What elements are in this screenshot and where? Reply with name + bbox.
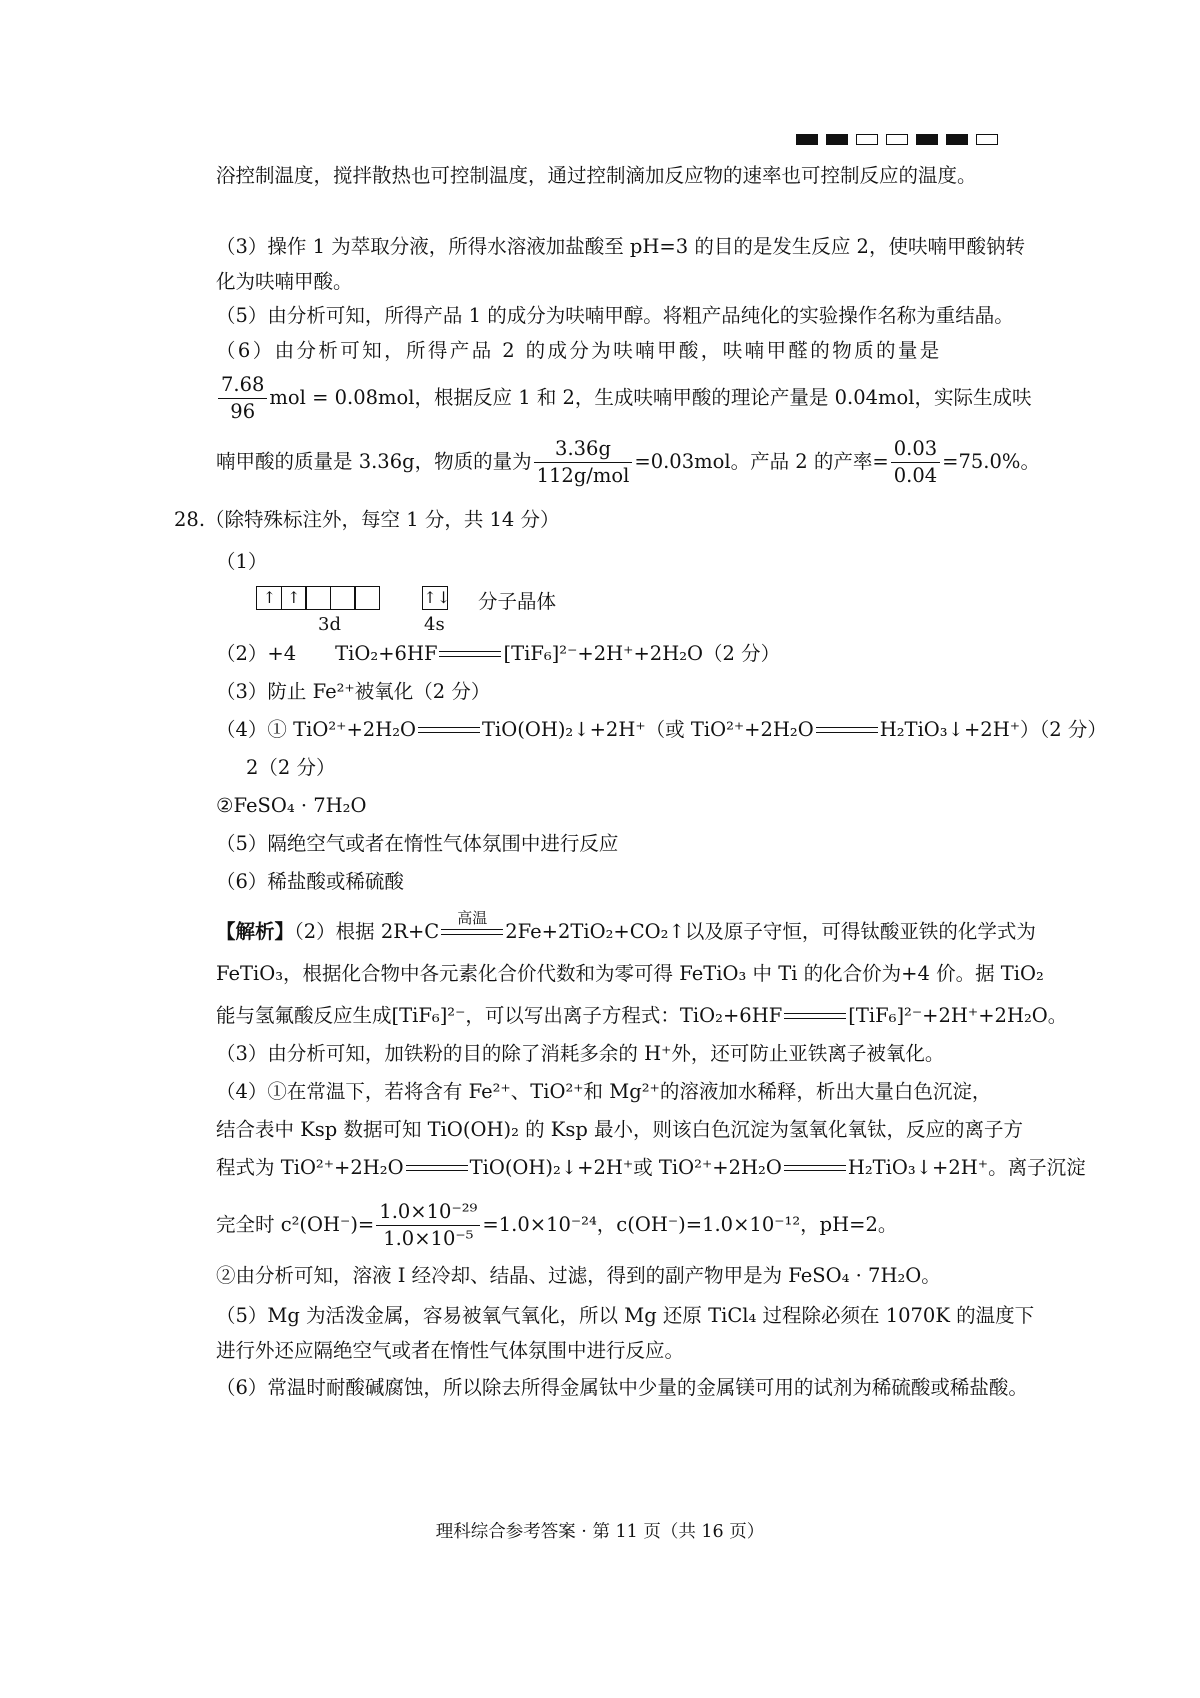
equilibrium-sign bbox=[439, 651, 501, 659]
analysis-line-1: 【解析】（2）根据 2R+C 高温 2Fe+2TiO₂+CO₂↑以及原子守恒，可得钛酸亚铁的化学式为 bbox=[216, 908, 1036, 943]
orbital-box: ↑↓ bbox=[422, 586, 448, 610]
paragraph-q3: （3）操作 1 为萃取分液，所得水溶液加盐酸至 pH=3 的目的是发生反应 2，使呋喃甲酸钠转化为呋喃甲酸。 bbox=[216, 235, 1025, 293]
mark-filled bbox=[796, 134, 818, 145]
mark-empty bbox=[976, 134, 998, 145]
answer-2: （2）+4 TiO₂+6HF [TiF₆]²⁻+2H⁺+2H₂O（2 分） bbox=[216, 642, 781, 665]
orbital-label-4s: 4s bbox=[424, 614, 445, 635]
equilibrium-sign bbox=[784, 1165, 846, 1173]
analysis-line-2: FeTiO₃，根据化合物中各元素化合价代数和为零可得 FeTiO₃ 中 Ti 的化合价为+4 价。据 TiO₂ bbox=[216, 962, 1044, 985]
analysis-q5: （5）Mg 为活泼金属，容易被氧气氧化，所以 Mg 还原 TiCl₄ 过程除必须在 1070K 的温度下进行外还应隔绝空气或者在惰性气体氛围中进行反应。 bbox=[216, 1304, 1035, 1362]
orbital-box bbox=[330, 586, 356, 610]
answer-4-ph: 2（2 分） bbox=[246, 756, 336, 779]
equilibrium-sign: 高温 bbox=[441, 929, 503, 937]
equilibrium-sign bbox=[406, 1165, 468, 1173]
analysis-q4-b: 结合表中 Ksp 数据可知 TiO(OH)₂ 的 Ksp 最小，则该白色沉淀为氢氧化氧钛，反应的离子方 bbox=[216, 1118, 1024, 1141]
paragraph-temperature: 浴控制温度，搅拌散热也可控制温度，通过控制滴加反应物的速率也可控制反应的温度。 bbox=[216, 164, 977, 187]
equilibrium-sign bbox=[784, 1013, 846, 1021]
mark-empty bbox=[856, 134, 878, 145]
paragraph-q5: （5）由分析可知，所得产品 1 的成分为呋喃甲醇。将粗产品纯化的实验操作名称为重结晶。 bbox=[216, 304, 1014, 327]
analysis-q3: （3）由分析可知，加铁粉的目的除了消耗多余的 H⁺外，还可防止亚铁离子被氧化。 bbox=[216, 1042, 945, 1065]
orbital-box bbox=[354, 586, 380, 610]
answer-6: （6）稀盐酸或稀硫酸 bbox=[216, 870, 404, 893]
mark-filled bbox=[916, 134, 938, 145]
orbital-3d-boxes bbox=[258, 586, 380, 610]
fraction: $\frac{7.68}{96}$ bbox=[218, 373, 267, 424]
analysis-q4-d: 完全时 c²(OH⁻)= $\frac{\text{1.0×10⁻²⁹}}{\text{1.0×10⁻⁵}}$ =1.0×10⁻²⁴，c(OH⁻)=1.0×10⁻¹²，pH=2。 bbox=[216, 1200, 898, 1250]
equilibrium-sign bbox=[816, 727, 878, 735]
page-footer: 理科综合参考答案 · 第 11 页（共 16 页） bbox=[435, 1522, 765, 1542]
answer-4-byproduct: ②FeSO₄ · 7H₂O bbox=[216, 794, 367, 817]
header-marks bbox=[796, 134, 998, 145]
answer-3: （3）防止 Fe²⁺被氧化（2 分） bbox=[216, 680, 491, 703]
analysis-q6: （6）常温时耐酸碱腐蚀，所以除去所得金属钛中少量的金属镁可用的试剂为稀硫酸或稀盐酸。 bbox=[216, 1376, 1028, 1399]
analysis-line-3: 能与氢氟酸反应生成[TiF₆]²⁻，可以写出离子方程式：TiO₂+6HF [TiF₆]²⁻+2H⁺+2H₂O。 bbox=[216, 1004, 1068, 1027]
question-28-header: 28.（除特殊标注外，每空 1 分，共 14 分） bbox=[174, 508, 560, 531]
fraction: $\frac{\text{1.0×10⁻²⁹}}{\text{1.0×10⁻⁵}}$ bbox=[376, 1200, 480, 1251]
equilibrium-sign bbox=[418, 727, 480, 735]
analysis-q4-c: 程式为 TiO²⁺+2H₂O TiO(OH)₂↓+2H⁺或 TiO²⁺+2H₂O H₂TiO₃↓+2H⁺。离子沉淀 bbox=[216, 1156, 1086, 1179]
mark-filled bbox=[826, 134, 848, 145]
line-moles: $\frac{7.68}{96}$ mol = 0.08mol，根据反应 1 和 2，生成呋喃甲酸的理论产量是 0.04mol，实际生成呋 bbox=[216, 373, 1032, 424]
answer-1-prefix: （1） bbox=[216, 550, 268, 573]
answer-4: （4）① TiO²⁺+2H₂O TiO(OH)₂↓+2H⁺（或 TiO²⁺+2H₂O H₂TiO₃↓+2H⁺）（2 分） bbox=[216, 718, 1107, 741]
analysis-q4-e: ②由分析可知，溶液 I 经冷却、结晶、过滤，得到的副产物甲是为 FeSO₄ · 7H₂O。 bbox=[216, 1264, 941, 1287]
mark-empty bbox=[886, 134, 908, 145]
fraction: $\frac{3.36g}{\text{112g/mol}}$ bbox=[534, 437, 633, 488]
analysis-label: 【解析】 bbox=[216, 920, 295, 943]
orbital-box: ↑ bbox=[281, 586, 307, 610]
paragraph-q6: （6）由分析可知，所得产品 2 的成分为呋喃甲酸，呋喃甲醛的物质的量是 bbox=[216, 339, 942, 362]
analysis-q4-a: （4）①在常温下，若将含有 Fe²⁺、TiO²⁺和 Mg²⁺的溶液加水稀释，析出大量白色沉淀， bbox=[216, 1080, 992, 1103]
orbital-4s-box bbox=[423, 586, 451, 610]
orbital-box: ↑ bbox=[256, 586, 282, 610]
fraction: $\frac{0.03}{0.04}$ bbox=[891, 437, 940, 488]
orbital-label-3d: 3d bbox=[318, 614, 341, 635]
answer-5: （5）隔绝空气或者在惰性气体氛围中进行反应 bbox=[216, 832, 619, 855]
line-yield: 喃甲酸的质量是 3.36g，物质的量为 $\frac{3.36g}{\text{112g/mol}}$ =0.03mol。产品 2 的产率= $\frac{0.03}{0.04}$ =75.0%。 bbox=[216, 437, 1040, 487]
answer-1-crystal: 分子晶体 bbox=[478, 590, 557, 613]
orbital-box bbox=[305, 586, 331, 610]
mark-filled bbox=[946, 134, 968, 145]
